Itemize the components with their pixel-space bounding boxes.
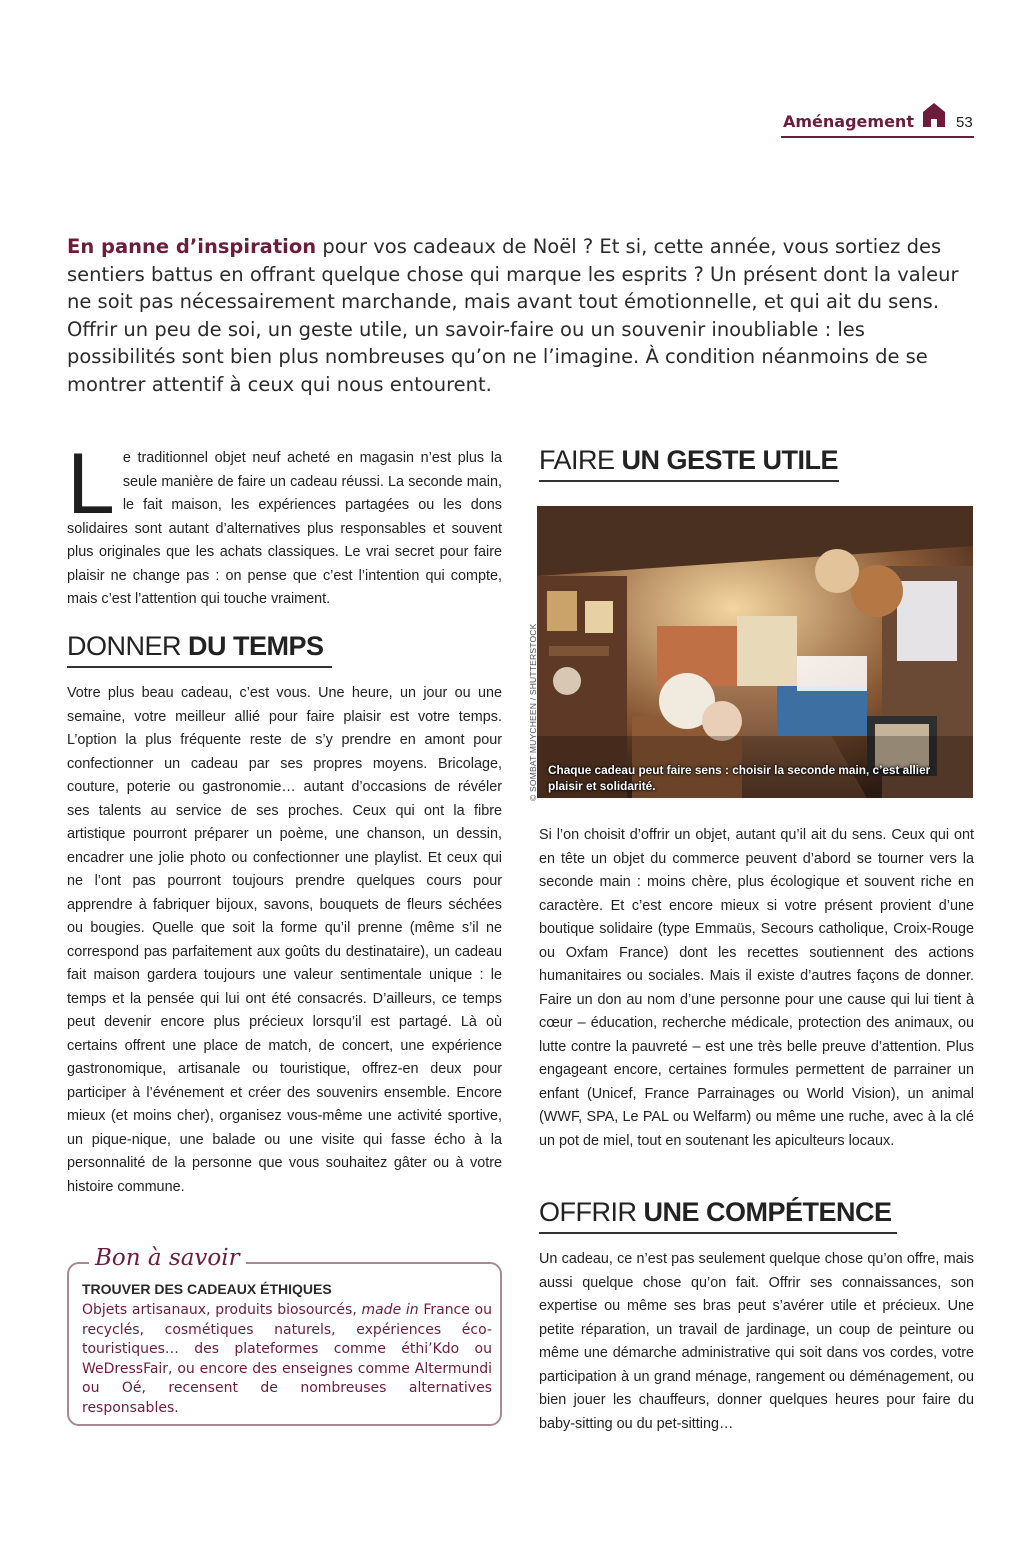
- tip-box-text: Objets artisanaux, produits biosourcés, made in France ou recyclés, cosmétiques naturels, expériences éco-touristiques… des plateformes comme éthi’Kdo ou WeDressFair, ou encore des enseignes comme Altermundi ou Oé, recensent de nombreuses alternatives responsables.: [82, 1302, 492, 1416]
- heading-donner-du-temps: DONNER DU TEMPS: [67, 631, 332, 668]
- dropcap: L: [67, 436, 115, 532]
- section-name: Aménagement: [783, 112, 914, 131]
- opening-text: e traditionnel objet neuf acheté en magasin n’est plus la seule manière de faire un cadeau réussi. La seconde main, le fait maison, les expériences partagées ou les dons solidaires sont autant d’alternatives plus responsables et souvent plus originales que les achats classiques. Le vrai secret pour faire plaisir ne change pas : on pense que c’est l’intention qui compte, mais c’est l’attention qui touche vraiment.: [67, 450, 502, 607]
- skill-paragraph: Un cadeau, ce n’est pas seulement quelque chose qu’on offre, mais aussi quelque chose qu’on fait. Offrir ses connaissances, son expertise ou même ses bras peut s’avérer utile et précieux. Une petite réparation, un travail de jardinage, un coup de peinture ou même une démarche administrative qui soit dans vos cordes, votre participation à un grand ménage, rangement ou déménagement, ou bien jouer les chauffeurs, donner quelques heures pour faire du baby-sitting ou du pet-sitting…: [539, 1251, 974, 1432]
- time-paragraph: Votre plus beau cadeau, c’est vous. Une heure, un jour ou une semaine, votre meilleur allié pour faire plaisir est votre temps. L’option la plus fréquente reste de s’y prendre en amont pour confectionner un cadeau par ses propres moyens. Bricolage, couture, poterie ou gastronomie… autant d’occasions de révéler ses talents au service de ses proches. Ceux qui ont la fibre artistique pourront préparer un poème, une chanson, un dessin, encadrer une jolie photo ou confectionner une playlist. Et ceux qui ne l’ont pas pourront toujours prendre quelques cours pour apprendre à fabriquer bijoux, savons, bouquets de fleurs séchées ou bougies. Quelle que soit la forme qu’il prenne (même s’il ne correspond pas parfaitement aux goûts du destinataire), un cadeau fait maison gardera toujours une valeur sentimentale unique : le temps et la pensée qui lui ont été consacrés. D’ailleurs, ce temps peut devenir encore plus précieux lorsqu’il est partagé. Là où certains offrent une place de match, de concert, une expérience gastronomique, artisanale ou touristique, offrez-en deux pour participer à l’événement et créer des souvenirs ensemble. Encore mieux (et moins cher), organisez vous-même une activité sportive, un pique-nique, une balade ou une visite qui fasse écho à la personnalité de la personne que vous souhaitez gâter ou à votre histoire commune.: [67, 685, 502, 1195]
- photo-caption: Chaque cadeau peut faire sens : choisir la seconde main, c’est allier plaisir et solidarité.: [548, 763, 931, 793]
- intro-paragraph: [67, 233, 967, 399]
- tip-box-title: Bon à savoir: [89, 1245, 246, 1271]
- photo-illustration: [537, 506, 973, 798]
- photo-credit: © SOMBAT MUYCHEEN / SHUTTERSTOCK: [528, 623, 538, 801]
- secondhand-shop-photo: [537, 506, 973, 798]
- page-number: 53: [956, 114, 973, 131]
- intro-text: pour vos cadeaux de Noël ? Et si, cette année, vous sortiez des sentiers battus en offrant quelque chose qui marque les esprits ? Un présent dont la valeur ne soit pas nécessairement marchande, mais avant tout émotionnelle, et qui ait du sens. Offrir un peu de soi, un geste utile, un savoir-faire ou un souvenir inoubliable : les possibilités sont bien plus nombreuses qu’on ne l’imagine. À condition néanmoins de se montrer attentif à ceux qui nous entourent.: [67, 235, 959, 396]
- page-header: [781, 102, 974, 138]
- intro-lead: En panne d’inspiration: [67, 235, 317, 258]
- heading-competence: OFFRIR UNE COMPÉTENCE: [539, 1197, 897, 1234]
- tip-box: [67, 1245, 502, 1426]
- heading-geste-utile: FAIRE UN GESTE UTILE: [539, 445, 839, 482]
- useful-paragraph: Si l’on choisit d’offrir un objet, autant qu’il ait du sens. Ceux qui ont en tête un objet du commerce peuvent d’abord se tourner vers la seconde main : moins chère, plus écologique et souvent riche en caractère. Et c’est encore mieux si votre présent provient d’une boutique solidaire (type Emmaüs, Secours catholique, Croix-Rouge ou Oxfam France) dont les recettes soutiennent des actions humanitaires ou sociales. Mais il existe d’autres façons de donner. Faire un don au nom d’une personne pour une cause qui lui tient à cœur – éducation, recherche médicale, protection des animaux, ou lutte contre la pauvreté – est une très belle preuve d’attention. Plus engageant encore, certaines formules permettent de parrainer un enfant (Unicef, France Parrainages ou World Vision), un animal (WWF, SPA, Le PAL ou Welfarm) ou même une ruche, avec à la clé un pot de miel, tout en soutenant les apiculteurs locaux.: [539, 827, 974, 1149]
- house-icon: [922, 102, 946, 128]
- tip-box-heading: TROUVER DES CADEAUX ÉTHIQUES: [82, 1281, 332, 1297]
- opening-paragraph: [67, 436, 502, 612]
